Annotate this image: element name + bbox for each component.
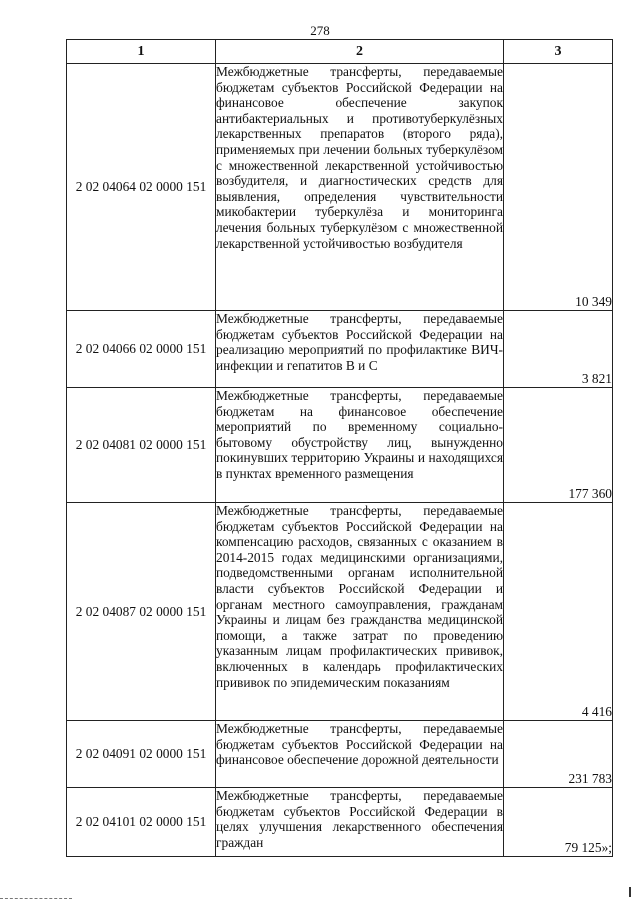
- budget-code-cell: 2 02 04066 02 0000 151: [67, 311, 216, 388]
- amount-cell: 79 125»;: [504, 788, 613, 857]
- column-header-amount: 3: [504, 40, 613, 64]
- budget-code-cell: 2 02 04081 02 0000 151: [67, 388, 216, 503]
- budget-table: [66, 39, 613, 857]
- column-header-description: 2: [216, 40, 504, 64]
- description-cell: Межбюджетные трансферты, передаваемые бюджетам субъектов Российской Федерации на финансовое обеспечение дорожной деятельности: [216, 721, 504, 788]
- table-row: [67, 388, 613, 503]
- budget-code-cell: 2 02 04064 02 0000 151: [67, 64, 216, 311]
- footer-divider: [0, 898, 72, 899]
- page-number: 278: [310, 23, 330, 38]
- header-row: [67, 40, 613, 64]
- amount-cell: 4 416: [504, 503, 613, 721]
- table-row: [67, 64, 613, 311]
- table-header: [67, 40, 613, 64]
- budget-code-cell: 2 02 04087 02 0000 151: [67, 503, 216, 721]
- description-cell: Межбюджетные трансферты, передаваемые бюджетам субъектов Российской Федерации в целях улучшения лекарственного обеспечения граждан: [216, 788, 504, 857]
- table-row: [67, 311, 613, 388]
- amount-cell: 10 349: [504, 64, 613, 311]
- budget-code-cell: 2 02 04091 02 0000 151: [67, 721, 216, 788]
- table-row: [67, 721, 613, 788]
- table-row: [67, 788, 613, 857]
- description-cell: Межбюджетные трансферты, передаваемые бюджетам на финансовое обеспечение мероприятий по временному социально-бытовому обустройству лиц, вынужденно покинувших территорию Украины и находящихся в пунктах временного размещения: [216, 388, 504, 503]
- table-row: [67, 503, 613, 721]
- table-body: [67, 64, 613, 857]
- amount-cell: 177 360: [504, 388, 613, 503]
- amount-cell: 231 783: [504, 721, 613, 788]
- scan-edge-mark: [629, 887, 631, 897]
- column-header-code: 1: [67, 40, 216, 64]
- budget-code-cell: 2 02 04101 02 0000 151: [67, 788, 216, 857]
- description-cell: Межбюджетные трансферты, передаваемые бюджетам субъектов Российской Федерации на реализацию мероприятий по профилактике ВИЧ-инфекции и гепатитов B и C: [216, 311, 504, 388]
- description-cell: Межбюджетные трансферты, передаваемые бюджетам субъектов Российской Федерации на компенсацию расходов, связанных с оказанием в 2014-2015 годах медицинскими организациями, подведомственными органам исполнительной власти субъектов Российской Федерации и органам местного самоуправления, гражданам Украины и лицам без гражданства медицинской помощи, а также затрат по проведению указанным лицам профилактических прививок, включенных в календарь профилактических прививок по эпидемическим показаниям: [216, 503, 504, 721]
- amount-cell: 3 821: [504, 311, 613, 388]
- description-cell: Межбюджетные трансферты, передаваемые бюджетам субъектов Российской Федерации на финансовое обеспечение закупок антибактериальных и противотуберкулёзных лекарственных препаратов (второго ряда), применяемых при лечении больных туберкулёзом с множественной лекарственной устойчивостью возбудителя, и диагностических средств для выявления, определения чувствительности микобактерии туберкулёза и мониторинга лечения больных туберкулёзом с множественной лекарственной устойчивостью возбудителя: [216, 64, 504, 311]
